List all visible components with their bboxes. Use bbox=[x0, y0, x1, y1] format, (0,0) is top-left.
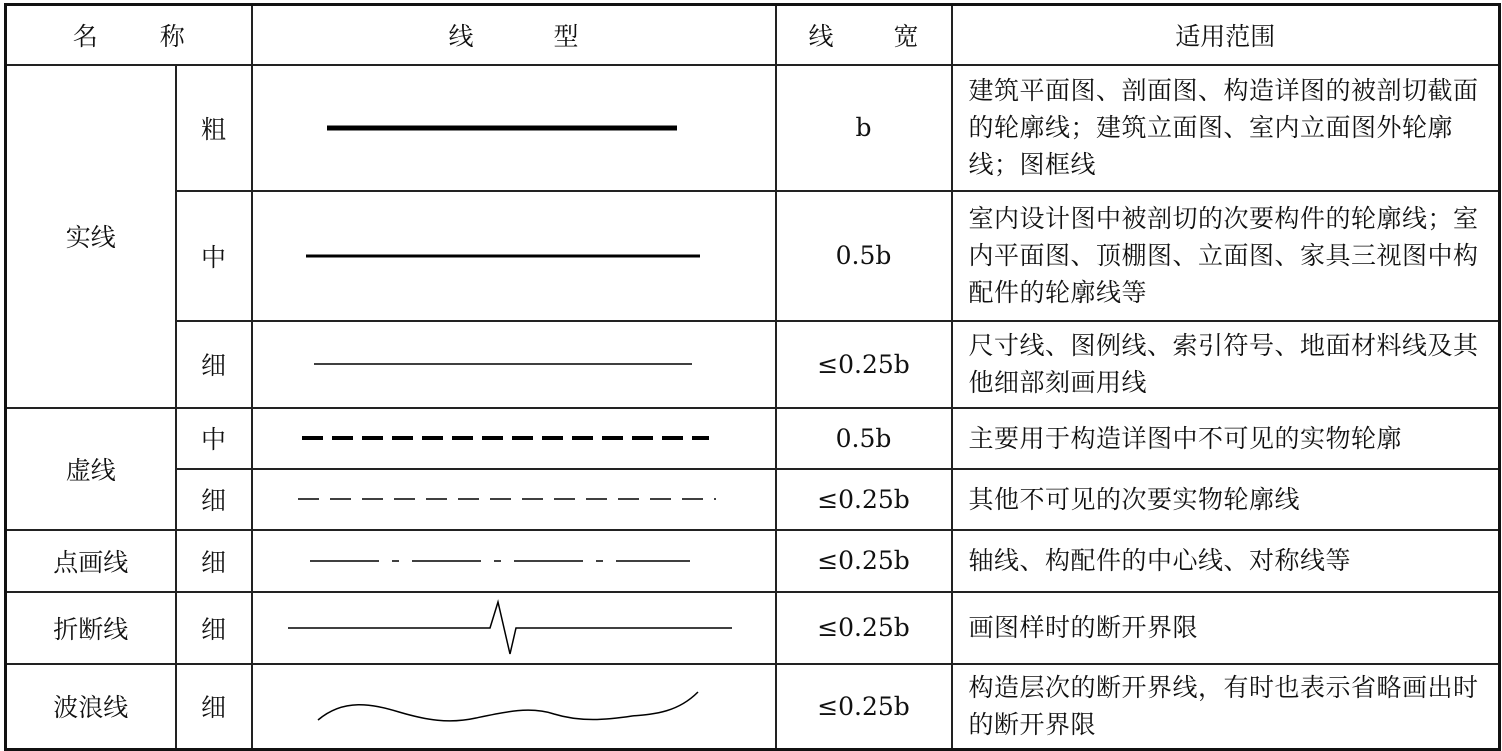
header-line-width-char-1: 线 bbox=[808, 21, 834, 51]
table-row bbox=[6, 321, 1500, 408]
width-cell: 0.5b bbox=[776, 191, 952, 321]
line-sample-cell bbox=[252, 408, 776, 469]
header-scope-cell: 适用范围 bbox=[952, 5, 1500, 65]
grade-cell: 中 bbox=[176, 408, 252, 469]
width-cell: ≤0.25b bbox=[776, 592, 952, 664]
thin-dashed-line-sample bbox=[254, 479, 774, 519]
table-row bbox=[6, 408, 1500, 469]
category-cell: 折断线 bbox=[6, 592, 176, 664]
line-type-table bbox=[4, 3, 1501, 751]
category-cell: 实线 bbox=[6, 65, 176, 408]
scope-cell: 尺寸线、图例线、索引符号、地面材料线及其他细部刻画用线 bbox=[952, 321, 1500, 408]
table-row bbox=[6, 191, 1500, 321]
header-name-cell bbox=[6, 5, 252, 65]
header-row bbox=[6, 5, 1500, 65]
category-cell: 波浪线 bbox=[6, 664, 176, 750]
line-sample-cell bbox=[252, 530, 776, 592]
grade-cell: 细 bbox=[176, 664, 252, 750]
category-cell: 点画线 bbox=[6, 530, 176, 592]
table-row bbox=[6, 664, 1500, 750]
width-cell: ≤0.25b bbox=[776, 530, 952, 592]
dash-dot-line-sample bbox=[254, 541, 774, 581]
table-row bbox=[6, 592, 1500, 664]
header-line-type-cell bbox=[252, 5, 776, 65]
table-row bbox=[6, 530, 1500, 592]
wavy-line-sample bbox=[254, 676, 774, 736]
medium-dashed-line-sample bbox=[254, 418, 774, 458]
break-line-sample bbox=[254, 598, 774, 658]
line-sample-cell bbox=[252, 469, 776, 530]
table-row bbox=[6, 65, 1500, 191]
header-line-width-cell bbox=[776, 5, 952, 65]
line-sample-cell bbox=[252, 65, 776, 191]
table-row bbox=[6, 469, 1500, 530]
thick-solid-line-sample bbox=[254, 108, 774, 148]
grade-cell: 细 bbox=[176, 469, 252, 530]
width-cell: 0.5b bbox=[776, 408, 952, 469]
width-cell: ≤0.25b bbox=[776, 321, 952, 408]
category-cell: 虚线 bbox=[6, 408, 176, 530]
line-sample-cell bbox=[252, 664, 776, 750]
line-sample-cell bbox=[252, 592, 776, 664]
grade-cell: 细 bbox=[176, 592, 252, 664]
medium-solid-line-sample bbox=[254, 236, 774, 276]
header-line-type-char-1: 线 bbox=[448, 21, 474, 51]
thin-solid-line-sample bbox=[254, 344, 774, 384]
scope-cell: 画图样时的断开界限 bbox=[952, 592, 1500, 664]
line-sample-cell bbox=[252, 321, 776, 408]
line-sample-cell bbox=[252, 191, 776, 321]
scope-cell: 主要用于构造详图中不可见的实物轮廓 bbox=[952, 408, 1500, 469]
grade-cell: 粗 bbox=[176, 65, 252, 191]
grade-cell: 细 bbox=[176, 530, 252, 592]
scope-cell: 构造层次的断开界线，有时也表示省略画出时的断开界限 bbox=[952, 664, 1500, 750]
header-name-char-2: 称 bbox=[159, 21, 185, 51]
grade-cell: 细 bbox=[176, 321, 252, 408]
scope-cell: 其他不可见的次要实物轮廓线 bbox=[952, 469, 1500, 530]
grade-cell: 中 bbox=[176, 191, 252, 321]
width-cell: b bbox=[776, 65, 952, 191]
width-cell: ≤0.25b bbox=[776, 469, 952, 530]
scope-cell: 室内设计图中被剖切的次要构件的轮廓线；室内平面图、顶棚图、立面图、家具三视图中构配件的轮廓线等 bbox=[952, 191, 1500, 321]
header-line-type-char-2: 型 bbox=[553, 21, 579, 51]
scope-cell: 轴线、构配件的中心线、对称线等 bbox=[952, 530, 1500, 592]
width-cell: ≤0.25b bbox=[776, 664, 952, 750]
header-line-width-char-2: 宽 bbox=[893, 21, 919, 51]
header-name-char-1: 名 bbox=[72, 21, 98, 51]
scope-cell: 建筑平面图、剖面图、构造详图的被剖切截面的轮廓线；建筑立面图、室内立面图外轮廓线；图框线 bbox=[952, 65, 1500, 191]
